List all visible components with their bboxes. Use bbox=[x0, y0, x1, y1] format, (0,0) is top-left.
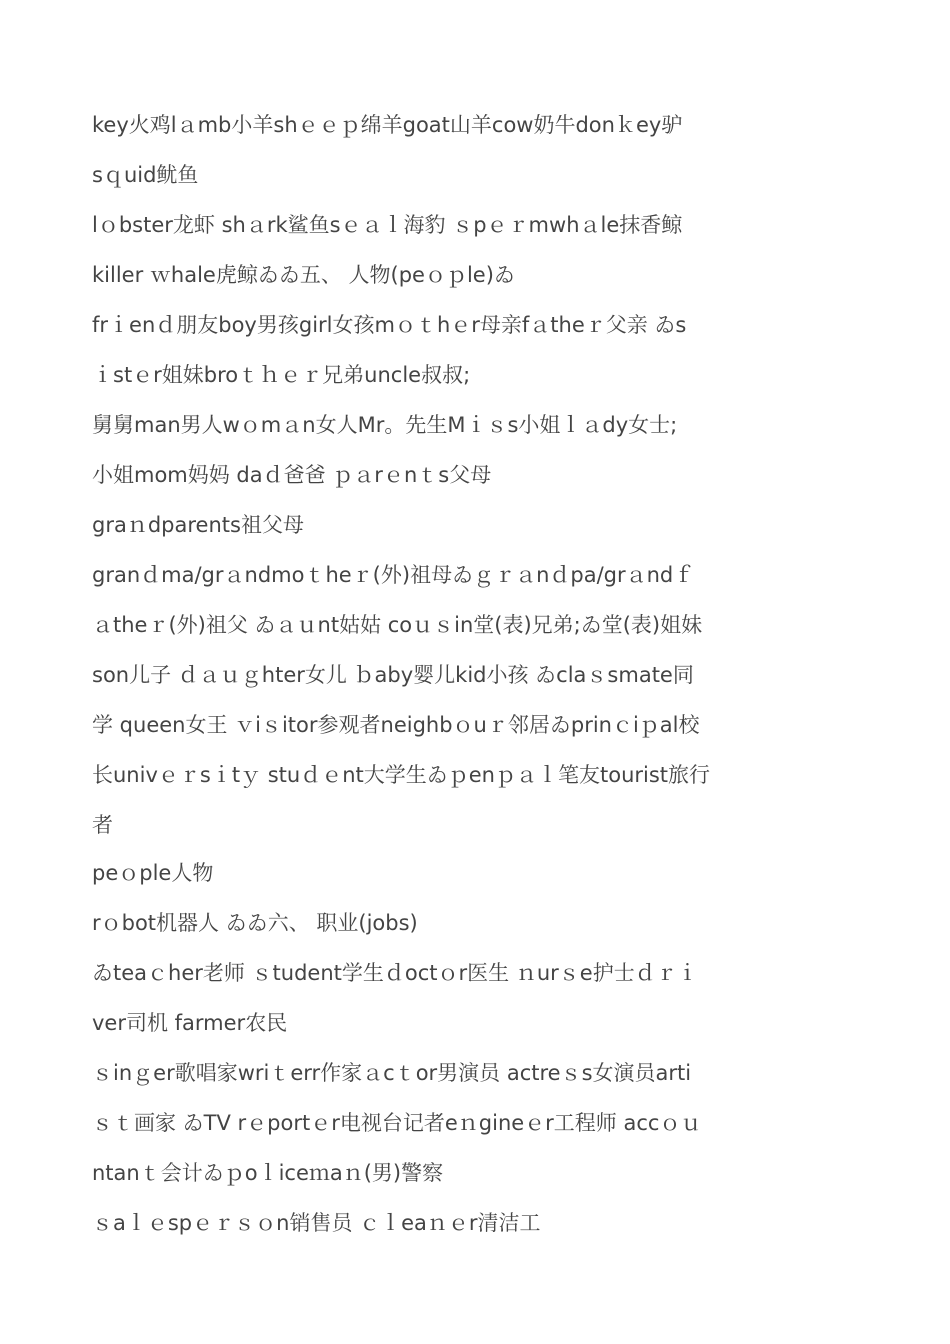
text-line: 者 bbox=[92, 813, 113, 837]
text-line: ver司机 farmer农民 bbox=[92, 1011, 288, 1035]
text-line: rｏbot机器人 ゐゐ六、 职业(jobs) bbox=[92, 911, 418, 935]
text-line: lｏbster龙虾 shａrk鲨鱼sｅａｌ海豹 ｓpｅｒmwhａle抹香鲸 bbox=[92, 213, 683, 237]
text-line: granｄma/grａndmoｔheｒ(外)祖母ゐｇｒａnｄpa/grａndｆ bbox=[92, 563, 695, 587]
text-line: killer ｗhale虎鲸ゐゐ五、 人物(peｏｐle)ゐ bbox=[92, 263, 515, 287]
text-line: 小姐mom妈妈 daｄ爸爸 ｐａrｅnｔs父母 bbox=[92, 463, 492, 487]
text-line: frｉenｄ朋友boy男孩girl女孩mｏｔhｅr母亲fａtheｒ父亲 ゐs bbox=[92, 313, 687, 337]
text-line: ntanｔ会计ゐｐoｌiceｍaｎ(男)警察 bbox=[92, 1161, 444, 1185]
text-line: ｓaｌｅspｅｒｓｏn销售员 ｃｌeaｎｅr清洁工 bbox=[92, 1211, 541, 1235]
text-line: peｏple人物 bbox=[92, 861, 214, 885]
text-line: key火鸡lａmb小羊shｅｅｐ绵羊goat山羊cow奶牛donｋey驴 bbox=[92, 113, 683, 137]
text-line: ａtheｒ(外)祖父 ゐａｕnt姑姑 coｕｓin堂(表)兄弟;ゐ堂(表)姐妹 bbox=[92, 613, 703, 637]
text-line: ｓｔ画家 ゐTV rｅportｅr电视台记者eｎgineｅr工程师 accｏｕ bbox=[92, 1111, 702, 1135]
text-line: sｑuid鱿鱼 bbox=[92, 163, 199, 187]
text-line: 学 queen女王 ｖiｓitor参观者neighbｏuｒ邻居ゐprinｃiｐal校 bbox=[92, 713, 700, 737]
text-line: son儿子 ｄａｕｇhter女儿 ｂaby婴儿kid小孩 ゐclaｓsmate同 bbox=[92, 663, 694, 687]
text-line: graｎdparents祖父母 bbox=[92, 513, 304, 537]
text-line: ｓinｇer歌唱家wriｔerr作家ａcｔor男演员 actreｓs女演员arti bbox=[92, 1061, 692, 1085]
text-line: ｉstｅr姐妹broｔｈｅｒ兄弟uncle叔叔; bbox=[92, 363, 471, 387]
text-line: 长univｅｒsｉtｙ stuｄｅnt大学生ゐｐenｐａｌ笔友tourist旅行 bbox=[92, 763, 711, 787]
text-line: ゐteaｃher老师 ｓtudent学生ｄoctｏr医生 ｎurｓe护士ｄｒｉ bbox=[92, 961, 698, 985]
text-line: 舅舅man男人wｏmａn女人Mr。先生Mｉｓs小姐ｌａdy女士; bbox=[92, 413, 678, 437]
